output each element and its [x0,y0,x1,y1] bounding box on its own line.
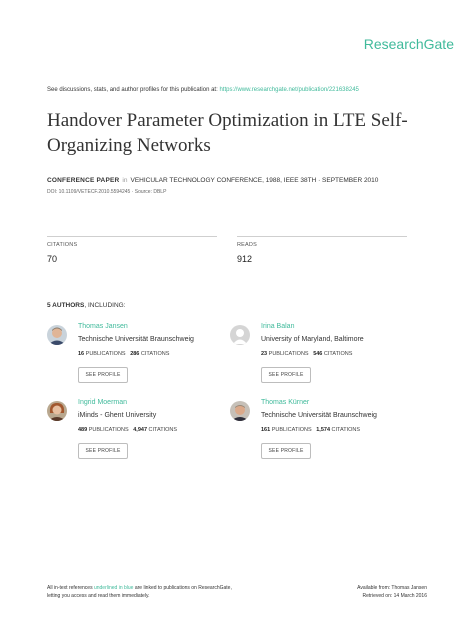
author-avatar[interactable] [230,401,250,421]
citations-count: 4,947 [133,427,148,433]
publications-count: 23 [261,351,268,357]
citations-label: CITATIONS [140,351,170,357]
citations-count: 1,574 [316,427,331,433]
author-name[interactable]: Thomas Kürner [261,399,310,406]
citations-count: 546 [313,351,323,357]
publications-label: PUBLICATIONS [271,427,312,433]
citations-label: CITATIONS [47,242,78,248]
publications-label: PUBLICATIONS [85,351,126,357]
reads-value: 912 [237,254,253,264]
retrieved-on: Retrieved on: 14 March 2016 [362,593,427,599]
author-name[interactable]: Ingrid Moerman [78,399,128,406]
see-profile-button[interactable]: SEE PROFILE [78,443,128,459]
author-avatar[interactable] [230,325,250,345]
footer-line-2: letting you access and read them immediately. [47,593,150,599]
publications-count: 489 [78,427,88,433]
citations-label: CITATIONS [323,351,353,357]
footer-availability [357,584,427,600]
author-stats [78,351,169,357]
intro-text: See discussions, stats, and author profiles for this publication at: [47,87,220,93]
conference-label: CONFERENCE PAPER [47,177,120,184]
author-institution: Technische Universität Braunschweig [78,336,194,343]
footer-line-1 [47,584,232,592]
citations-divider [47,236,217,237]
conference-in: in [122,177,128,184]
conference-line [47,177,378,184]
author-avatar[interactable] [47,325,67,345]
author-stats [78,427,177,433]
intro-line [47,87,359,93]
author-photo-icon [47,325,67,345]
citations-value: 70 [47,254,58,264]
author-stats [261,351,352,357]
authors-heading [47,302,126,309]
reads-label: READS [237,242,257,248]
author-institution: University of Maryland, Baltimore [261,336,364,343]
publications-count: 16 [78,351,85,357]
author-institution: iMinds - Ghent University [78,412,157,419]
footer-note [47,584,232,600]
available-from: Available from: Thomas Jansen [357,585,427,591]
footer-suffix: are linked to publications on ResearchGate, [133,585,232,591]
publications-label: PUBLICATIONS [88,427,129,433]
researchgate-logo[interactable]: ResearchGate [363,36,454,52]
citations-count: 286 [130,351,140,357]
author-photo-icon [230,401,250,421]
reads-divider [237,236,407,237]
author-institution: Technische Universität Braunschweig [261,412,377,419]
author-avatar[interactable] [47,401,67,421]
authors-suffix: , INCLUDING: [84,302,126,309]
see-profile-button[interactable]: SEE PROFILE [261,367,311,383]
default-avatar-icon [230,325,250,345]
doi-line: DOI: 10.1109/VETECF.2010.5594245 · Source: DBLP [47,189,167,195]
author-name[interactable]: Irina Balan [261,323,295,330]
footer-highlight: underlined in blue [93,585,134,591]
see-profile-button[interactable]: SEE PROFILE [261,443,311,459]
author-photo-icon [47,401,67,421]
citations-label: CITATIONS [331,427,361,433]
paper-title: Handover Parameter Optimization in LTE Self-Organizing Networks [47,110,408,156]
citations-label: CITATIONS [148,427,178,433]
authors-count: 5 AUTHORS [47,302,85,309]
publications-count: 161 [261,427,271,433]
see-profile-button[interactable]: SEE PROFILE [78,367,128,383]
author-stats [261,427,360,433]
publications-label: PUBLICATIONS [268,351,309,357]
author-name[interactable]: Thomas Jansen [78,323,128,330]
conference-venue: VEHICULAR TECHNOLOGY CONFERENCE, 1988, IEEE 38TH · SEPTEMBER 2010 [130,177,379,184]
publication-link[interactable]: https://www.researchgate.net/publication/221638245 [219,87,359,93]
footer-prefix: All in-text references [47,585,94,591]
